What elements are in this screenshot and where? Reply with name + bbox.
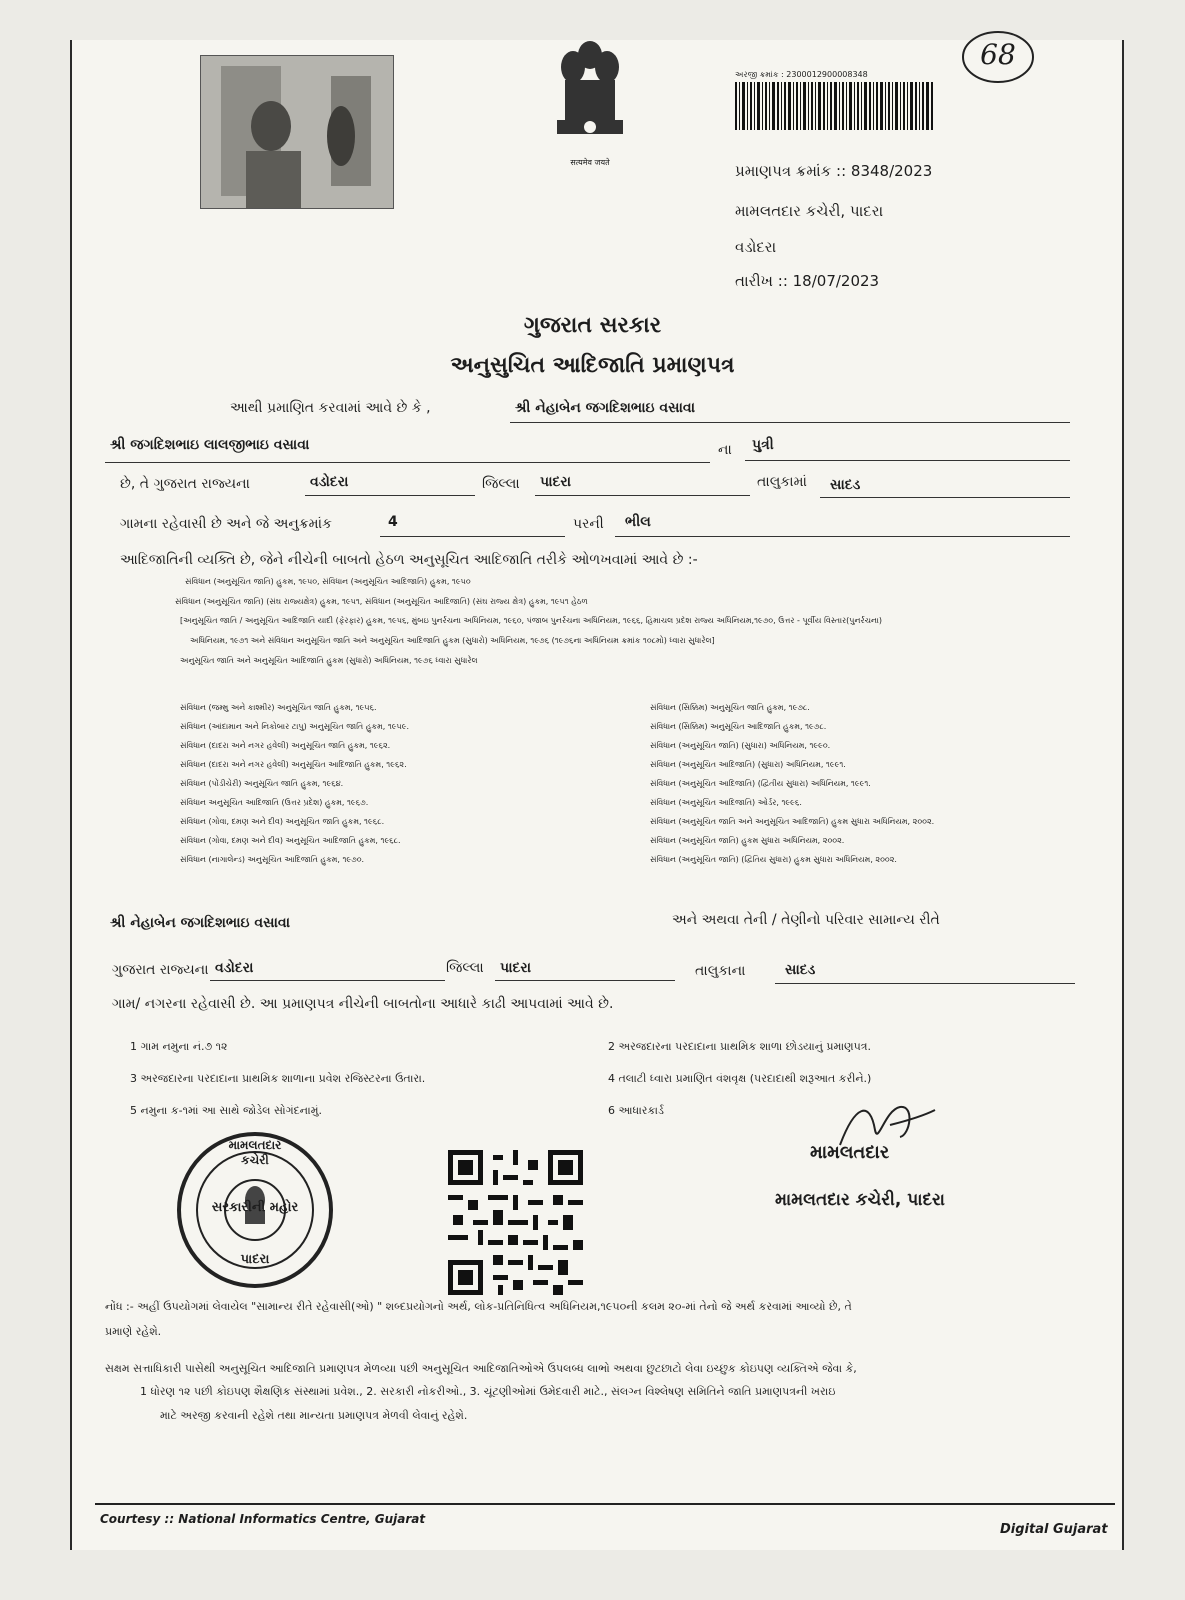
tribe-sentence: આદિજાતિની વ્યક્તિ છે, જેને નીચેની બાબતો હેઠળ અનુસૂચિત આદિજાતિ તરીકે ઓળખવામાં આવે છે :- [120, 552, 698, 568]
footer-rule [95, 1503, 1115, 1505]
district-value-2: વડોદરા [215, 960, 254, 976]
handwritten-number: 68 [960, 28, 1036, 86]
certify-prefix: આથી પ્રમાણિત કરવામાં આવે છે કે , [230, 400, 431, 416]
act-item: સંવિધાન (અનુસૂચિત જાતિ) હુકમ સુધારા અધિનિયમ, ૨૦૦૨. [650, 836, 845, 845]
footer-courtesy: Courtesy :: National Informatics Centre, Gujarat [100, 1512, 426, 1526]
application-number: અરજી ક્રમાંક : 2300012900008348 [735, 70, 868, 79]
act-item: સંવિધાન (પોંડીચેરી) અનુસૂચિત જાતિ હુકમ, ૧૯૬૪. [180, 779, 344, 788]
note-1: નોંધ :- અહીં ઉપયોગમાં લેવાયેલ "સામાન્ય રીતે રહેવાસી(ઓ) " શબ્દપ્રયોગનો અર્થ, લોક-પ્રતિનિધિત્વ અધિનિયમ,૧૯૫૦ની કલમ ૨૦-માં તેનો જે અર્થ કરવામાં આવ્યો છે, તે [105, 1300, 852, 1313]
national-emblem-icon [545, 35, 635, 170]
act-item: સંવિધાન (સિક્કિમ) અનુસૂચિત આદિજાતિ હુકમ, ૧૯૭૮. [650, 722, 827, 731]
act-line: સંવિધાન (અનુસૂચિત જાતિ) (સંઘ રાજ્યક્ષેત્ર) હુકમ, ૧૯૫૧, સંવિધાન (અનુસૂચિત આદિજાતિ) (સંઘ રાજ્ય ક્ષેત્ર) હુકમ, ૧૯૫૧ હેઠળ [175, 597, 588, 606]
na-label: ના [718, 442, 732, 458]
village-value: સાદડ [830, 477, 861, 493]
act-item: સંવિધાન (દાદરા અને નગર હવેલી) અનુસૂચિત આદિજાતિ હુકમ, ૧૯૬૨. [180, 760, 407, 769]
note-2: સક્ષમ સત્તાધિકારી પાસેથી અનુસૂચિત આદિજાતિ પ્રમાણપત્ર મેળવ્યા પછી અનુસૂચિત આદિજાતિઓએ ઉપલબ્ધ લાભો અથવા છુટછાટો લેવા ઇચ્છુક કોઇપણ વ્યક્તિએ જેવા કે, [105, 1362, 857, 1375]
state-prefix: છે, તે ગુજરાત રાજ્યના [120, 476, 250, 492]
certificate-number: પ્રમાણપત્ર ક્રમાંક :: 8348/2023 [735, 162, 933, 180]
village-value-2: સાદડ [785, 962, 816, 978]
qr-code [448, 1150, 583, 1295]
tribe-name: ભીલ [625, 514, 651, 530]
act-item: સંવિધાન (અનુસૂચિત જાતિ) (સુધારા) અધિનિયમ, ૧૯૯૦. [650, 741, 831, 750]
act-item: સંવિધાન (નાગાલેન્ડ) અનુસૂચિત આદિજાતિ હુકમ, ૧૯૭૦. [180, 855, 365, 864]
act-line: સંવિધાન (અનુસૂચિત જાતિ) હુકમ, ૧૯૫૦, સંવિધાન (અનુસૂચિત આદિજાતિ) હુકમ, ૧૯૫૦ [185, 577, 471, 586]
document-item: 5 નમુના ક-૧માં આ સાથે જોડેલ સોગંદનામું. [130, 1104, 322, 1117]
act-item: સંવિધાન (અનુસૂચિત જાતિ અને અનુસૂચિત આદિજાતિ) હુકમ સુધારા અધિનિયમ, ૨૦૦૨. [650, 817, 935, 826]
office-name: મામલતદાર કચેરી, પાદરા [735, 202, 884, 220]
issue-date: તારીખ :: 18/07/2023 [735, 272, 880, 290]
note-2-continued: 1 ધોરણ ૧૨ પછી કોઇપણ શૈક્ષણિક સંસ્થામાં પ્રવેશ., 2. સરકારી નોકરીઓ., 3. ચૂંટણીઓમાં ઉમેદવારી માટે., સંલગ્ન વિશ્લેષણ સમિતિને જાતિ પ્રમાણપત્રની ખરાઇ [140, 1385, 836, 1398]
taluka-label-2: તાલુકાના [695, 963, 746, 979]
document-item: 1 ગામ નમુના નં.૭ ૧૨ [130, 1040, 228, 1053]
applicant-name: શ્રી નેહાબેન જગદિશભાઇ વસાવા [515, 400, 696, 416]
father-name: શ્રી જગદિશભાઇ લાલજીભાઇ વસાવા [110, 437, 310, 453]
taluka-value-2: પાદરા [500, 960, 532, 976]
resident-prefix: ગામના રહેવાસી છે અને જે અનુક્રમાંક [120, 516, 332, 532]
document-item: 4 તલાટી ધ્વારા પ્રમાણિત વંશવૃક્ષ (પરદાદાથી શરૂઆત કરીને.) [608, 1072, 872, 1085]
district-label: જિલ્લા [482, 476, 520, 492]
act-item: સંવિધાન (જમ્મુ અને કાશ્મીર) અનુસૂચિત જાતિ હુકમ, ૧૯૫૬. [180, 703, 377, 712]
act-item: સંવિધાન (ગોવા, દમણ અને દીવ) અનુસૂચિત આદિજાતિ હુકમ, ૧૯૬૮. [180, 836, 401, 845]
note-1-continued: પ્રમાણે રહેશે. [105, 1325, 162, 1338]
district-label-2: જિલ્લા [446, 960, 484, 976]
act-item: સંવિધાન (અનુસૂચિત જાતિ) (દ્વિતિય સુધારા) હુકમ સુધારા અધિનિયમ, ૨૦૦૨. [650, 855, 897, 864]
act-item: સંવિધાન (આંદામાન અને નિકોબાર ટાપુ) અનુસૂચિત જાતિ હુકમ, ૧૯૫૯. [180, 722, 410, 731]
signatory-office: મામલતદાર કચેરી, પાદરા [775, 1190, 945, 1210]
government-title: ગુજરાત સરકાર [523, 313, 662, 338]
footer-brand: Digital Gujarat [1000, 1522, 1108, 1537]
act-item: સંવિધાન (સિક્કિમ) અનુસૂચિત જાતિ હુકમ, ૧૯૭૮. [650, 703, 810, 712]
par-label: પરની [573, 516, 604, 532]
applicant-name-2: શ્રી નેહાબેન જગદિશભાઇ વસાવા [110, 915, 291, 931]
act-line: [અનુસૂચિત જાતિ / અનુસૂચિત આદિજાતિ યાદી (ફેરફાર) હુકમ, ૧૯૫૬, મુંબઇ પુનર્રચના અધિનિયમ, ૧૯૬૦, પંજાબ પુનર્રચના અધિનિયમ, ૧૯૬૬, હિમાચલ પ્રદેશ રાજ્ય અધિનિયમ,૧૯૭૦, ઉત્તર - પૂર્વીય વિસ્તાર(પુનર્રચના) [180, 616, 883, 625]
act-item: સંવિધાન (અનુસૂચિત આદિજાતિ) (દ્વિતીય સુધારા) અધિનિયમ, ૧૯૯૧. [650, 779, 871, 788]
acts-left-list [180, 698, 620, 869]
serial-number: 4 [388, 514, 398, 530]
relation: પુત્રી [752, 437, 774, 453]
act-item: સંવિધાન (અનુસૂચિત આદિજાતિ) (સુધારા) અધિનિયમ, ૧૯૯૧. [650, 760, 846, 769]
state-prefix-2: ગુજરાત રાજ્યના [112, 962, 209, 978]
act-line: અનુસૂચિત જાતિ અને અનુસૂચિત આદિજાતિ હુકમ (સુધારો) અધિનિયમ, ૧૯૭૬ ધ્વારા સુધારેલ [180, 656, 478, 665]
barcode [735, 82, 935, 134]
office-seal-stamp: મામલતદાર કચેરી સરકારીની મહોર પાદરા [175, 1130, 335, 1290]
act-line: અધિનિયમ, ૧૯૭૧ અને સંવિધાન અનુસૂચિત જાતિ અને અનુસૂચિત આદિજાતિ હુકમ (સુધારો) અધિનિયમ, ૧૯૭૬ (૧૯૭૬ના અધિનિયમ ક્રમાંક ૧૦૮મો) ધ્વારા સુધારેલ] [190, 636, 715, 645]
office-district: વડોદરા [735, 238, 777, 256]
document-item: 3 અરજદારના પરદાદાના પ્રાથમિક શાળાના પ્રવેશ રજિસ્ટરના ઉતારા. [130, 1072, 426, 1085]
act-item: સંવિધાન (દાદરા અને નગર હવેલી) અનુસૂચિત જાતિ હુકમ, ૧૯૬૨. [180, 741, 391, 750]
signatory-designation: મામલતદાર [810, 1142, 890, 1163]
basis-sentence: ગામ/ નગરના રહેવાસી છે. આ પ્રમાણપત્ર નીચેની બાબતોના આધારે કાઢી આપવામાં આવે છે. [112, 996, 614, 1012]
act-item: સંવિધાન અનુસૂચિત આદિજાતિ (ઉત્તર પ્રદેશ) હુકમ, ૧૯૬૭. [180, 798, 369, 807]
document-item: 6 આધારકાર્ડ [608, 1104, 664, 1117]
certificate-title: અનુસુચિત આદિજાતિ પ્રમાણપત્ર [450, 353, 735, 378]
taluka-value: પાદરા [540, 474, 572, 490]
document-item: 2 અરજદારના પરદાદાના પ્રાથમિક શાળા છોડયાનું પ્રમાણપત્ર. [608, 1040, 872, 1053]
act-item: સંવિધાન (ગોવા, દમણ અને દીવ) અનુસૂચિત જાતિ હુકમ, ૧૯૬૮. [180, 817, 385, 826]
taluka-label: તાલુકામાં [757, 474, 807, 490]
emblem-motto: सत्यमेव जयते [570, 158, 610, 167]
act-item: સંવિધાન (અનુસૂચિત આદિજાતિ) ઓર્ડર, ૧૯૯૬. [650, 798, 802, 807]
family-text: અને અથવા તેની / તેણીનો પરિવાર સામાન્ય રીતે [672, 912, 940, 928]
applicant-photo [200, 55, 394, 209]
note-2-end: માટે અરજી કરવાની રહેશે તથા માન્યતા પ્રમાણપત્ર મેળવી લેવાનું રહેશે. [160, 1409, 468, 1422]
district-value: વડોદરા [310, 474, 349, 490]
acts-right-list [650, 698, 1090, 869]
